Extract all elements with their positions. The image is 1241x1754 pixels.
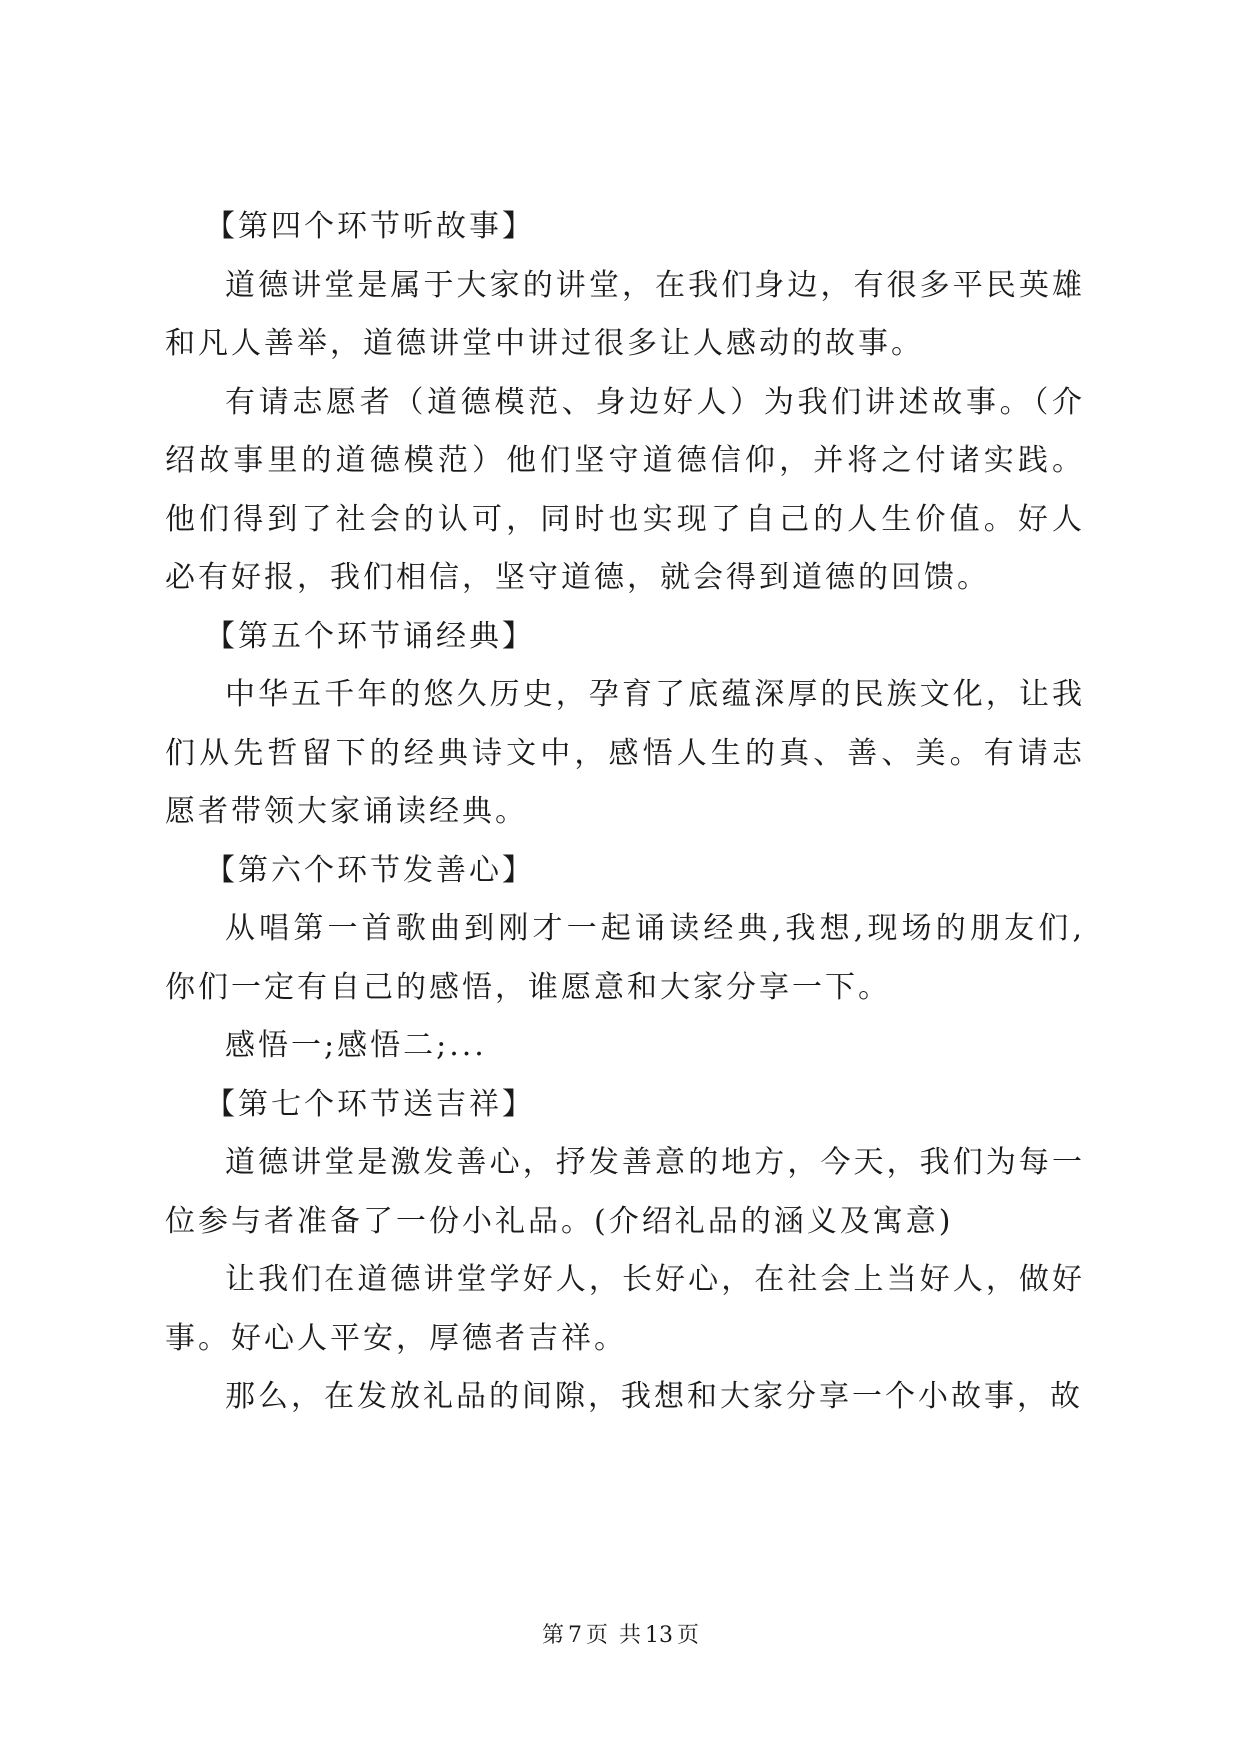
paragraph: 道德讲堂是激发善心，抒发善意的地方，今天，我们为每一位参与者准备了一份小礼品。(介绍礼品的涵义及寓意) xyxy=(165,1145,1085,1239)
footer-prefix: 第 xyxy=(541,1623,564,1648)
paragraph: 道德讲堂是属于大家的讲堂，在我们身边，有很多平民英雄和凡人善举，道德讲堂中讲过很多让人感动的故事。 xyxy=(165,267,1085,361)
document-body xyxy=(165,198,1085,1427)
section-heading-4: 【第四个环节听故事】 xyxy=(205,209,535,244)
paragraph: 从唱第一首歌曲到刚才一起诵读经典,我想,现场的朋友们,你们一定有自己的感悟，谁愿意和大家分享一下。 xyxy=(165,911,1085,1005)
section-heading-5: 【第五个环节诵经典】 xyxy=(205,618,535,654)
page-footer xyxy=(0,1618,1241,1649)
section-heading-6: 【第六个环节发善心】 xyxy=(205,852,535,888)
footer-total-suffix: 页 xyxy=(677,1623,700,1648)
section-heading-7: 【第七个环节送吉祥】 xyxy=(205,1086,535,1122)
total-page-number: 13 xyxy=(645,1623,674,1648)
paragraph: 有请志愿者（道德模范、身边好人）为我们讲述故事。（介绍故事里的道德模范）他们坚守道德信仰，并将之付诸实践。他们得到了社会的认可，同时也实现了自己的人生价值。好人必有好报，我们相信，坚守道德，就会得到道德的回馈。 xyxy=(165,384,1085,595)
footer-total-prefix: 共 xyxy=(619,1623,642,1648)
paragraph: 中华五千年的悠久历史，孕育了底蕴深厚的民族文化，让我们从先哲留下的经典诗文中，感悟人生的真、善、美。有请志愿者带领大家诵读经典。 xyxy=(165,677,1085,829)
paragraph: 感悟一;感悟二;... xyxy=(225,1028,487,1063)
paragraph: 让我们在道德讲堂学好人，长好心，在社会上当好人，做好事。好心人平安，厚德者吉祥。 xyxy=(165,1262,1085,1356)
current-page-number: 7 xyxy=(567,1623,582,1648)
paragraph: 那么，在发放礼品的间隙，我想和大家分享一个小故事，故 xyxy=(225,1379,1083,1414)
footer-page-suffix: 页 xyxy=(585,1623,608,1648)
